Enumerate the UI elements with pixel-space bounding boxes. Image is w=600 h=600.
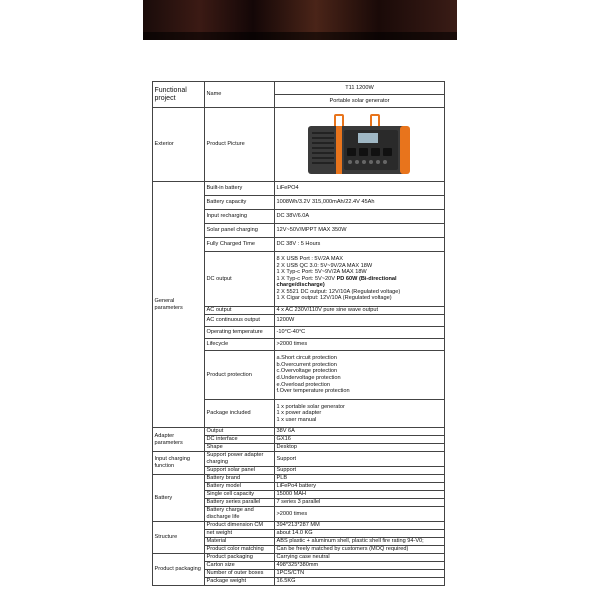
dc-output-line: 8 X USB Port : 5V/2A MAX <box>276 255 344 262</box>
spec-table <box>152 81 445 586</box>
spec-value: 15000 MAH <box>275 491 445 499</box>
product-type: Portable solar generator <box>275 95 445 108</box>
spec-label: Battery model <box>205 483 275 491</box>
general-parameters-group: General parameters <box>153 182 205 428</box>
package-line: 1 x user manual <box>276 416 317 423</box>
spec-label: DC interface <box>205 436 275 444</box>
input-charging-group: Input charging function <box>153 452 205 475</box>
spec-value: 7 series 3 parallel <box>275 499 445 507</box>
protection-line: a.Short circuit protection <box>276 355 337 362</box>
spec-label: Support solar panel <box>205 467 275 475</box>
dc-output-line: 2 X 5521 DC output: 12V/10A (Regulated voltage) <box>276 288 401 295</box>
package-line: 1 x power adapter <box>276 410 322 417</box>
spec-label: Battery capacity <box>205 196 275 210</box>
spec-value: about 14.0 KG <box>275 530 445 538</box>
spec-value: ABS plastic + aluminum shell, plastic shell fire rating 94-V0; <box>275 538 445 546</box>
spec-value: 1200W <box>275 315 445 327</box>
spec-label: Built-in battery <box>205 182 275 196</box>
spec-value: 1PCS/CTN <box>275 570 445 578</box>
spec-label: Shape <box>205 444 275 452</box>
spec-value: -10°C-40°C <box>275 327 445 339</box>
structure-group: Structure <box>153 522 205 554</box>
spec-label: Carton size <box>205 562 275 570</box>
spec-label: Fully Charged Time <box>205 238 275 252</box>
spec-value: 1008Wh/3.2V 315,000mAh/22.4V 45Ah <box>275 196 445 210</box>
spec-value: Desktop <box>275 444 445 452</box>
package-included-value <box>275 400 445 428</box>
spec-value: PLB <box>275 475 445 483</box>
spec-label: Operating temperature <box>205 327 275 339</box>
spec-label: Product color matching <box>205 546 275 554</box>
spec-label: Package weight <box>205 578 275 586</box>
spec-label: Product packaging <box>205 554 275 562</box>
spec-label: Battery brand <box>205 475 275 483</box>
protection-line: c.Overvoltage protection <box>276 368 338 375</box>
dc-output-label: DC output <box>205 252 275 307</box>
protection-label: Product protection <box>205 351 275 400</box>
protection-line: b.Overcurrent protection <box>276 361 337 368</box>
spec-value: 16.5KG <box>275 578 445 586</box>
spec-label: AC output <box>205 307 275 315</box>
dc-output-line: 1 X Typ-c Port: 5V~9V/2A MAX 18W <box>276 269 367 276</box>
exterior-group: Exterior <box>153 108 205 182</box>
protection-line: f.Over temperature protection <box>276 388 350 395</box>
spec-value: LiFePO4 <box>275 182 445 196</box>
spec-value: LiFePo4 battery <box>275 483 445 491</box>
spec-value: Can be freely matched by customers (MOQ required) <box>275 546 445 554</box>
spec-value: 38V 6A <box>275 428 445 436</box>
package-line: 1 x portable solar generator <box>276 403 345 410</box>
product-picture-label: Product Picture <box>205 108 275 182</box>
spec-value: >2000 times <box>275 507 445 522</box>
battery-group: Battery <box>153 475 205 522</box>
spec-value: >2000 times <box>275 339 445 351</box>
spec-value: 394*213*287 MM <box>275 522 445 530</box>
protection-value <box>275 351 445 400</box>
protection-line: d.Undervoltage protection <box>276 375 341 381</box>
adapter-parameters-group: Adapter parameters <box>153 428 205 452</box>
spec-label: Solar panel charging <box>205 224 275 238</box>
protection-line: e.Overload protection <box>276 381 330 388</box>
spec-label: Single cell capacity <box>205 491 275 499</box>
dc-output-line: 2 X USB QC 3.0: 5V~9V/2A MAX 18W <box>276 262 373 269</box>
spec-value: Support <box>275 467 445 475</box>
top-banner-image <box>143 0 457 40</box>
spec-value: 12V~50V/MPPT MAX 350W <box>275 224 445 238</box>
spec-value: DC 38V : 5 Hours <box>275 238 445 252</box>
spec-label: Output <box>205 428 275 436</box>
product-picture-cell <box>275 108 445 182</box>
portable-power-station-image <box>300 108 420 178</box>
spec-label: net weight <box>205 530 275 538</box>
dc-output-value <box>275 252 445 307</box>
spec-label: Support power adapter charging <box>205 452 275 467</box>
dc-output-line: 1 X Cigar output: 12V/10A (Regulated voltage) <box>276 295 392 302</box>
dc-output-line: charge/discharge) <box>276 282 325 289</box>
spec-label: AC continuous output <box>205 315 275 327</box>
model-name: T11 1200W <box>275 82 445 95</box>
product-packaging-group: Product packaging <box>153 554 205 586</box>
spec-label: Battery series parallel <box>205 499 275 507</box>
dc-output-pd-highlight: PD 60W (Bi-directional <box>336 275 397 282</box>
spec-label: Lifecycle <box>205 339 275 351</box>
spec-value: Support <box>275 452 445 467</box>
dc-output-line: 1 X Typ-c Port: 5V~20V <box>276 275 336 282</box>
spec-value: GX16 <box>275 436 445 444</box>
spec-value: DC 38V/6.0A <box>275 210 445 224</box>
spec-label: Battery charge and discharge life <box>205 507 275 522</box>
spec-label: Material <box>205 538 275 546</box>
spec-label: Input recharging <box>205 210 275 224</box>
package-included-label: Package included <box>205 400 275 428</box>
functional-project-heading: Functional project <box>153 82 205 108</box>
spec-value: 498*325*380mm <box>275 562 445 570</box>
spec-value: 4 x AC 230V/110V pure sine wave output <box>275 307 445 315</box>
spec-label: Product dimension CM <box>205 522 275 530</box>
name-label: Name <box>205 82 275 108</box>
spec-label: Number of outer boxes <box>205 570 275 578</box>
spec-value: Carrying case neutral <box>275 554 445 562</box>
